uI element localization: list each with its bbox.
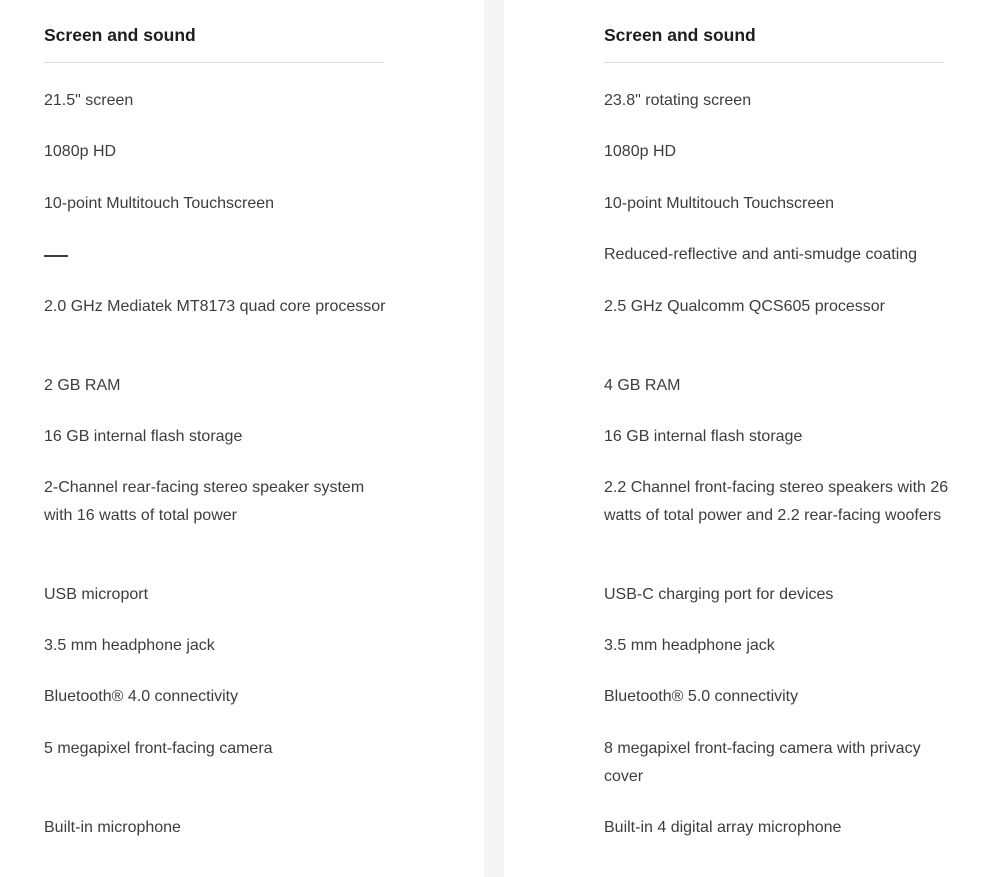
spec-touchscreen: 10-point Multitouch Touchscreen: [604, 195, 835, 212]
spec-camera: 8 megapixel front-facing camera with privacy cover: [604, 740, 921, 785]
spec-microphone: Built-in microphone: [44, 819, 181, 836]
spec-storage: 16 GB internal flash storage: [44, 428, 243, 445]
spec-headphone: 3.5 mm headphone jack: [44, 637, 215, 654]
spec-processor: 2.5 GHz Qualcomm QCS605 processor: [604, 298, 885, 315]
title-rule: [604, 62, 944, 63]
spec-coating: Reduced-reflective and anti-smudge coating: [604, 246, 918, 263]
spec-bluetooth: Bluetooth® 5.0 connectivity: [604, 688, 799, 705]
spec-usb: USB microport: [44, 586, 149, 603]
spec-headphone: 3.5 mm headphone jack: [604, 637, 775, 654]
column-divider: [484, 0, 504, 877]
spec-resolution: 1080p HD: [604, 143, 677, 160]
title-rule: [44, 62, 384, 63]
not-available-dash: [44, 255, 68, 257]
spec-touchscreen: 10-point Multitouch Touchscreen: [44, 195, 275, 212]
spec-usb: USB-C charging port for devices: [604, 586, 834, 603]
spec-bluetooth: Bluetooth® 4.0 connectivity: [44, 688, 239, 705]
spec-camera: 5 megapixel front-facing camera: [44, 740, 273, 757]
spec-screen-size: 23.8" rotating screen: [604, 92, 752, 109]
spec-screen-size: 21.5" screen: [44, 92, 134, 109]
spec-microphone: Built-in 4 digital array microphone: [604, 819, 842, 836]
spec-ram: 2 GB RAM: [44, 377, 121, 394]
section-title: Screen and sound: [604, 25, 756, 45]
spec-processor: 2.0 GHz Mediatek MT8173 quad core processor: [44, 298, 386, 315]
spec-ram: 4 GB RAM: [604, 377, 681, 394]
section-title: Screen and sound: [44, 25, 196, 45]
spec-speakers: 2-Channel rear-facing stereo speaker system with 16 watts of total power: [44, 479, 365, 524]
spec-storage: 16 GB internal flash storage: [604, 428, 803, 445]
spec-resolution: 1080p HD: [44, 143, 117, 160]
spec-speakers: 2.2 Channel front-facing stereo speakers with 26 watts of total power and 2.2 rear-facing woofers: [604, 479, 949, 524]
